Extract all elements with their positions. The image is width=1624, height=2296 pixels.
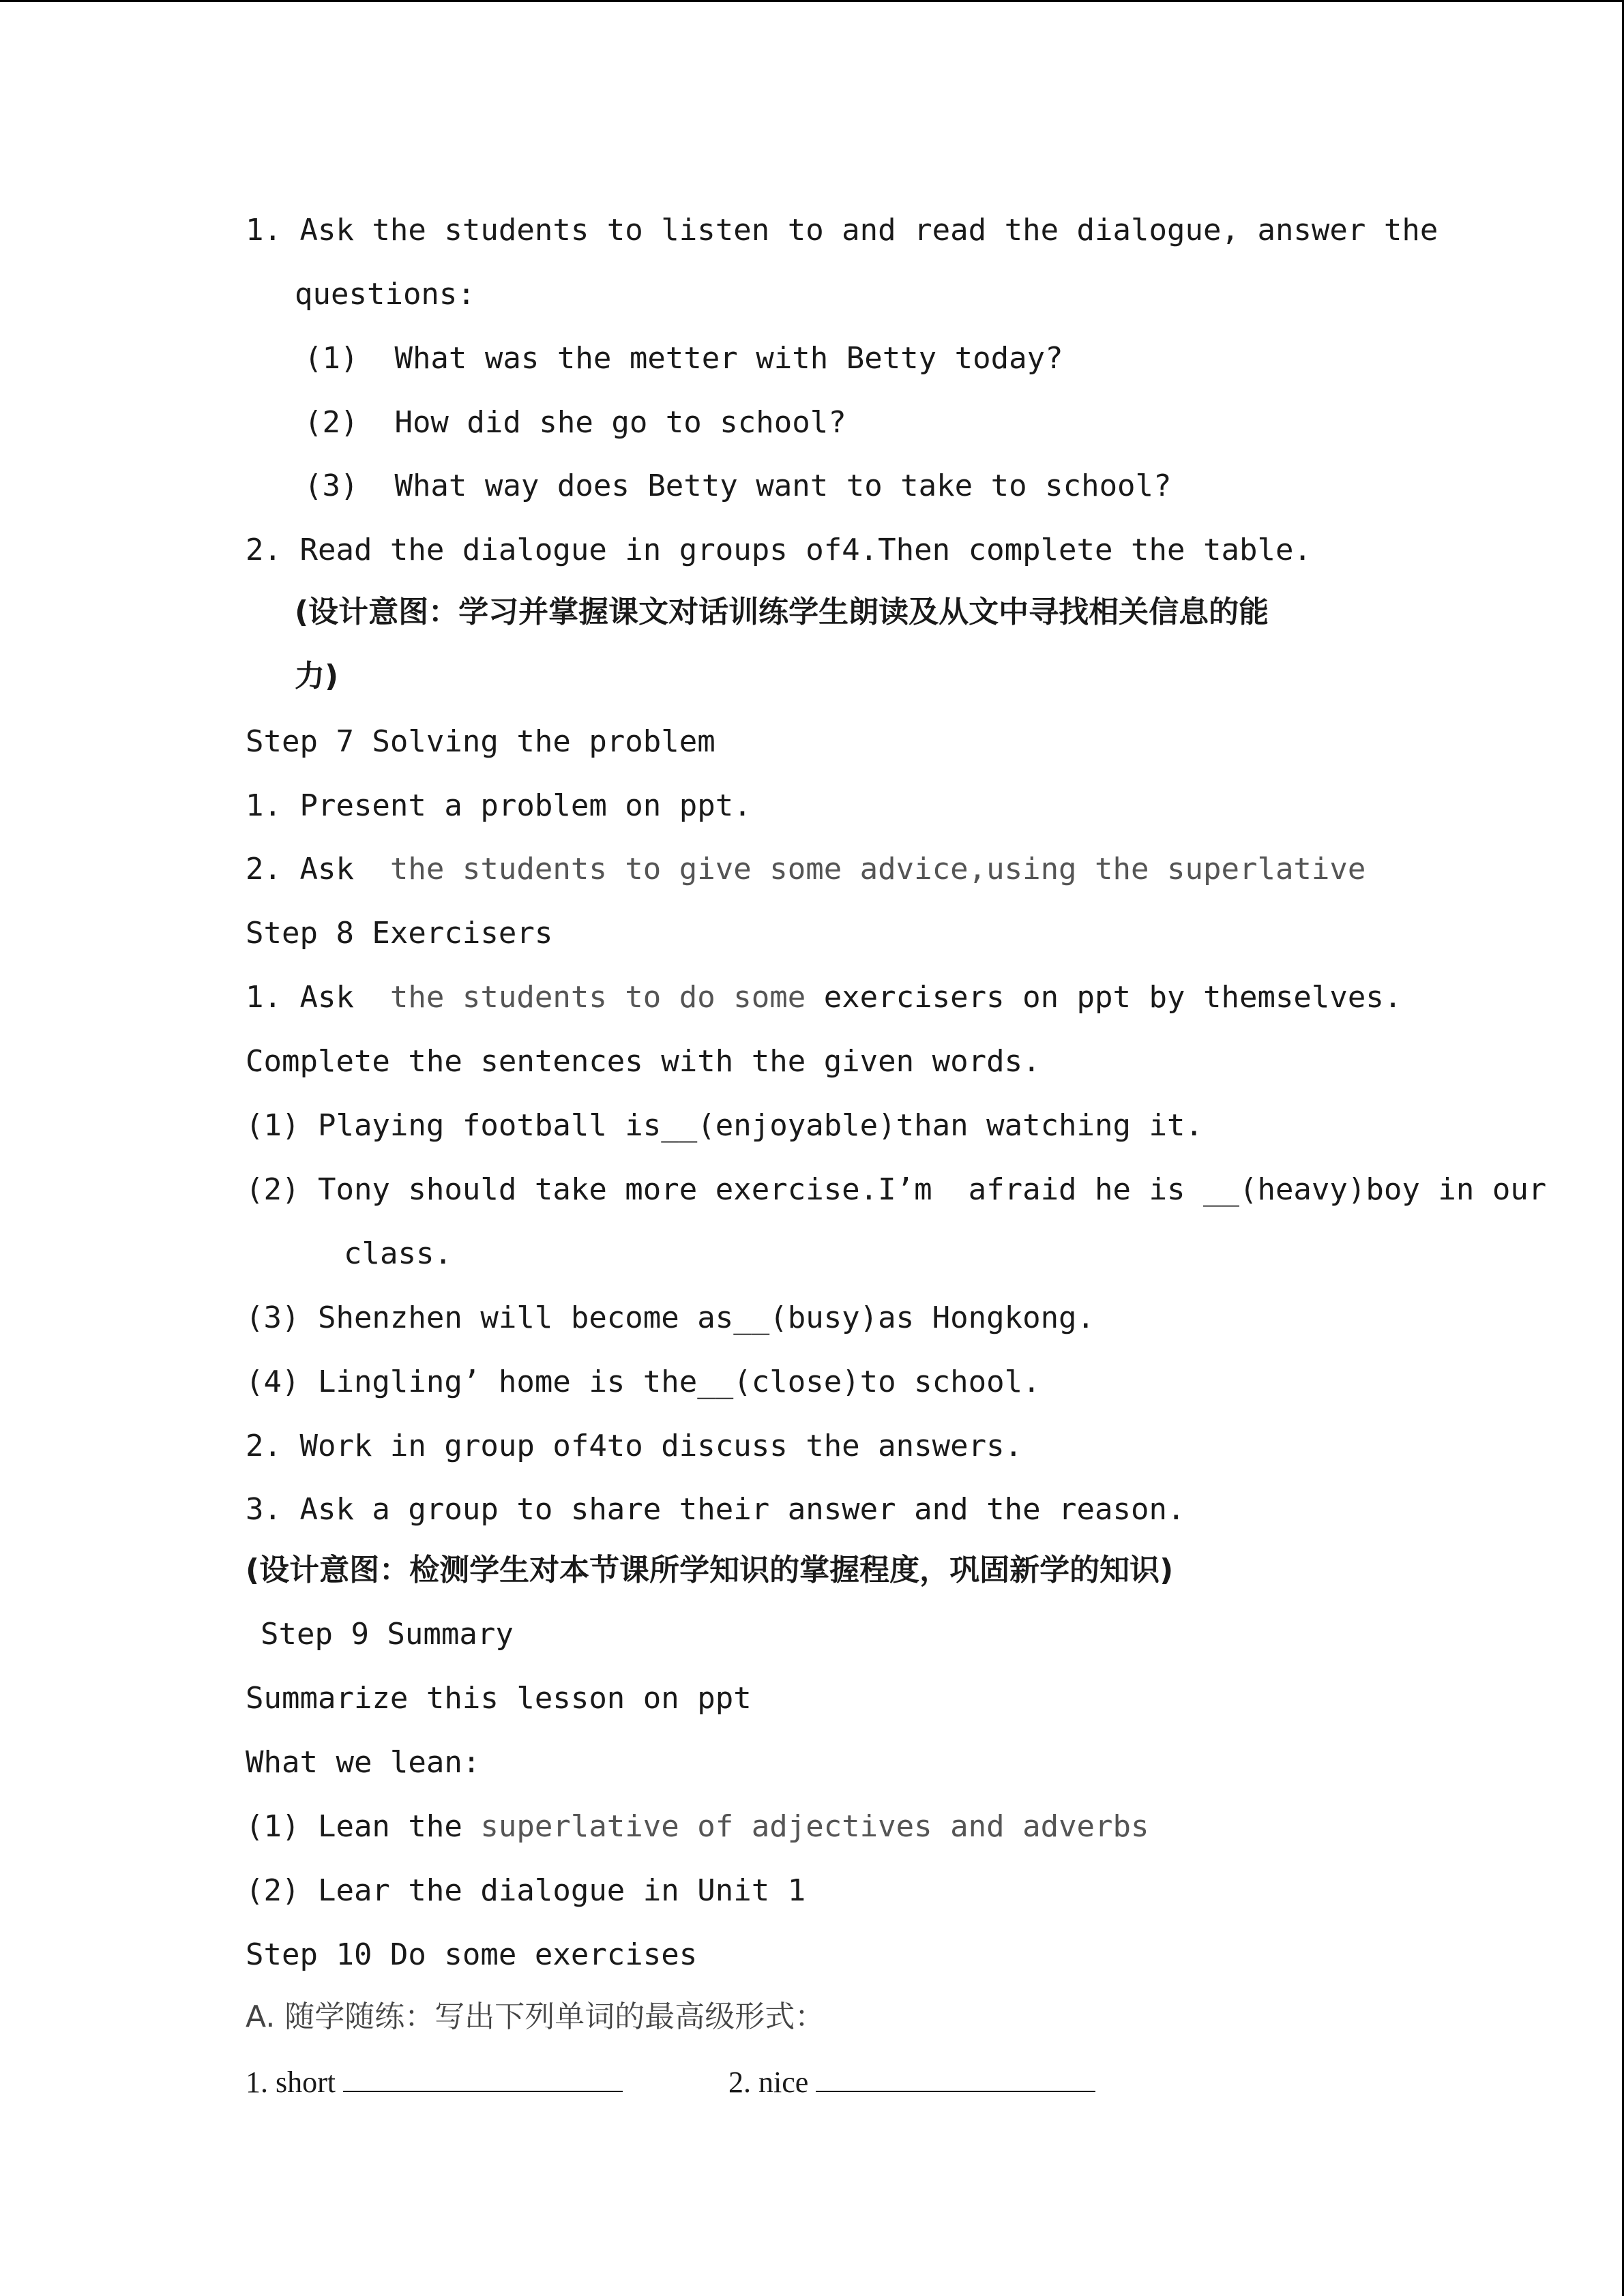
- step-8-item-1-end: exercisers on ppt by themselves.: [823, 980, 1402, 1015]
- exercise-4: (4) Lingling’ home is the__(close)to school.: [246, 1365, 1041, 1399]
- instruction-line-2: 2. Read the dialogue in groups of4.Then complete the table.: [246, 533, 1312, 567]
- word-exercise-2: [728, 2061, 1095, 2102]
- step-7-item-2: [246, 849, 1365, 890]
- step-8-item-2: 2. Work in group of4to discuss the answers.: [246, 1429, 1023, 1463]
- instruction-line-1: 1. Ask the students to listen to and read the dialogue, answer the: [246, 213, 1438, 248]
- step-7-item-1: 1. Present a problem on ppt.: [246, 788, 752, 823]
- exercise-2: (2) Tony should take more exercise.I’m afraid he is __(heavy)boy in our: [246, 1172, 1547, 1207]
- step-9-heading: Step 9 Summary: [261, 1617, 514, 1652]
- word-exercise-1-label: 1. short: [246, 2066, 343, 2099]
- step-8-item-1-prefix: 1. Ask: [246, 980, 390, 1015]
- step-8-item-3: 3. Ask a group to share their answer and the reason.: [246, 1492, 1185, 1527]
- question-2: (2) How did she go to school?: [304, 405, 846, 440]
- step-8-heading: Step 8 Exercisers: [246, 916, 553, 951]
- answer-blank-2[interactable]: [816, 2061, 1095, 2092]
- step-8-item-1: [246, 977, 1402, 1018]
- step-9-item-3: [246, 1806, 1149, 1847]
- exercise-3: (3) Shenzhen will become as__(busy)as Hongkong.: [246, 1300, 1095, 1335]
- design-intent-2: (设计意图：检测学生对本节课所学知识的掌握程度，巩固新学的知识): [246, 1553, 1174, 1587]
- step-10-heading: Step 10 Do some exercises: [246, 1937, 698, 1972]
- step-9-item-1: Summarize this lesson on ppt: [246, 1681, 752, 1716]
- question-3: (3) What way does Betty want to take to school?: [304, 468, 1172, 503]
- step-7-item-2-prefix: 2. Ask: [246, 852, 390, 886]
- answer-blank-1[interactable]: [343, 2061, 623, 2092]
- design-intent-1-cont: 力): [295, 659, 339, 694]
- step-8-instruction: Complete the sentences with the given words.: [246, 1044, 1041, 1079]
- step-9-item-3-rest: superlative of adjectives and adverbs: [480, 1809, 1149, 1844]
- exercise-1: (1) Playing football is__(enjoyable)than watching it.: [246, 1108, 1203, 1143]
- step-9-item-3-prefix: (1) Lean the: [246, 1809, 481, 1844]
- step-9-item-2: What we lean:: [246, 1745, 481, 1780]
- exercise-2-cont: class.: [344, 1236, 452, 1271]
- step-9-item-4: (2) Lear the dialogue in Unit 1: [246, 1873, 806, 1908]
- word-exercise-1: [246, 2061, 623, 2102]
- instruction-line-1-cont: questions:: [295, 277, 475, 312]
- question-1: (1) What was the metter with Betty today?: [304, 341, 1063, 376]
- step-7-heading: Step 7 Solving the problem: [246, 724, 715, 759]
- design-intent-1: (设计意图：学习并掌握课文对话训练学生朗读及从文中寻找相关信息的能: [295, 595, 1269, 629]
- step-10-instruction: A. 随学随练：写出下列单词的最高级形式：: [246, 1999, 825, 2034]
- step-8-item-1-mid: the students to do some: [389, 980, 824, 1015]
- word-exercise-2-label: 2. nice: [728, 2066, 816, 2099]
- step-7-item-2-rest: the students to give some advice,using the superlative: [389, 852, 1366, 886]
